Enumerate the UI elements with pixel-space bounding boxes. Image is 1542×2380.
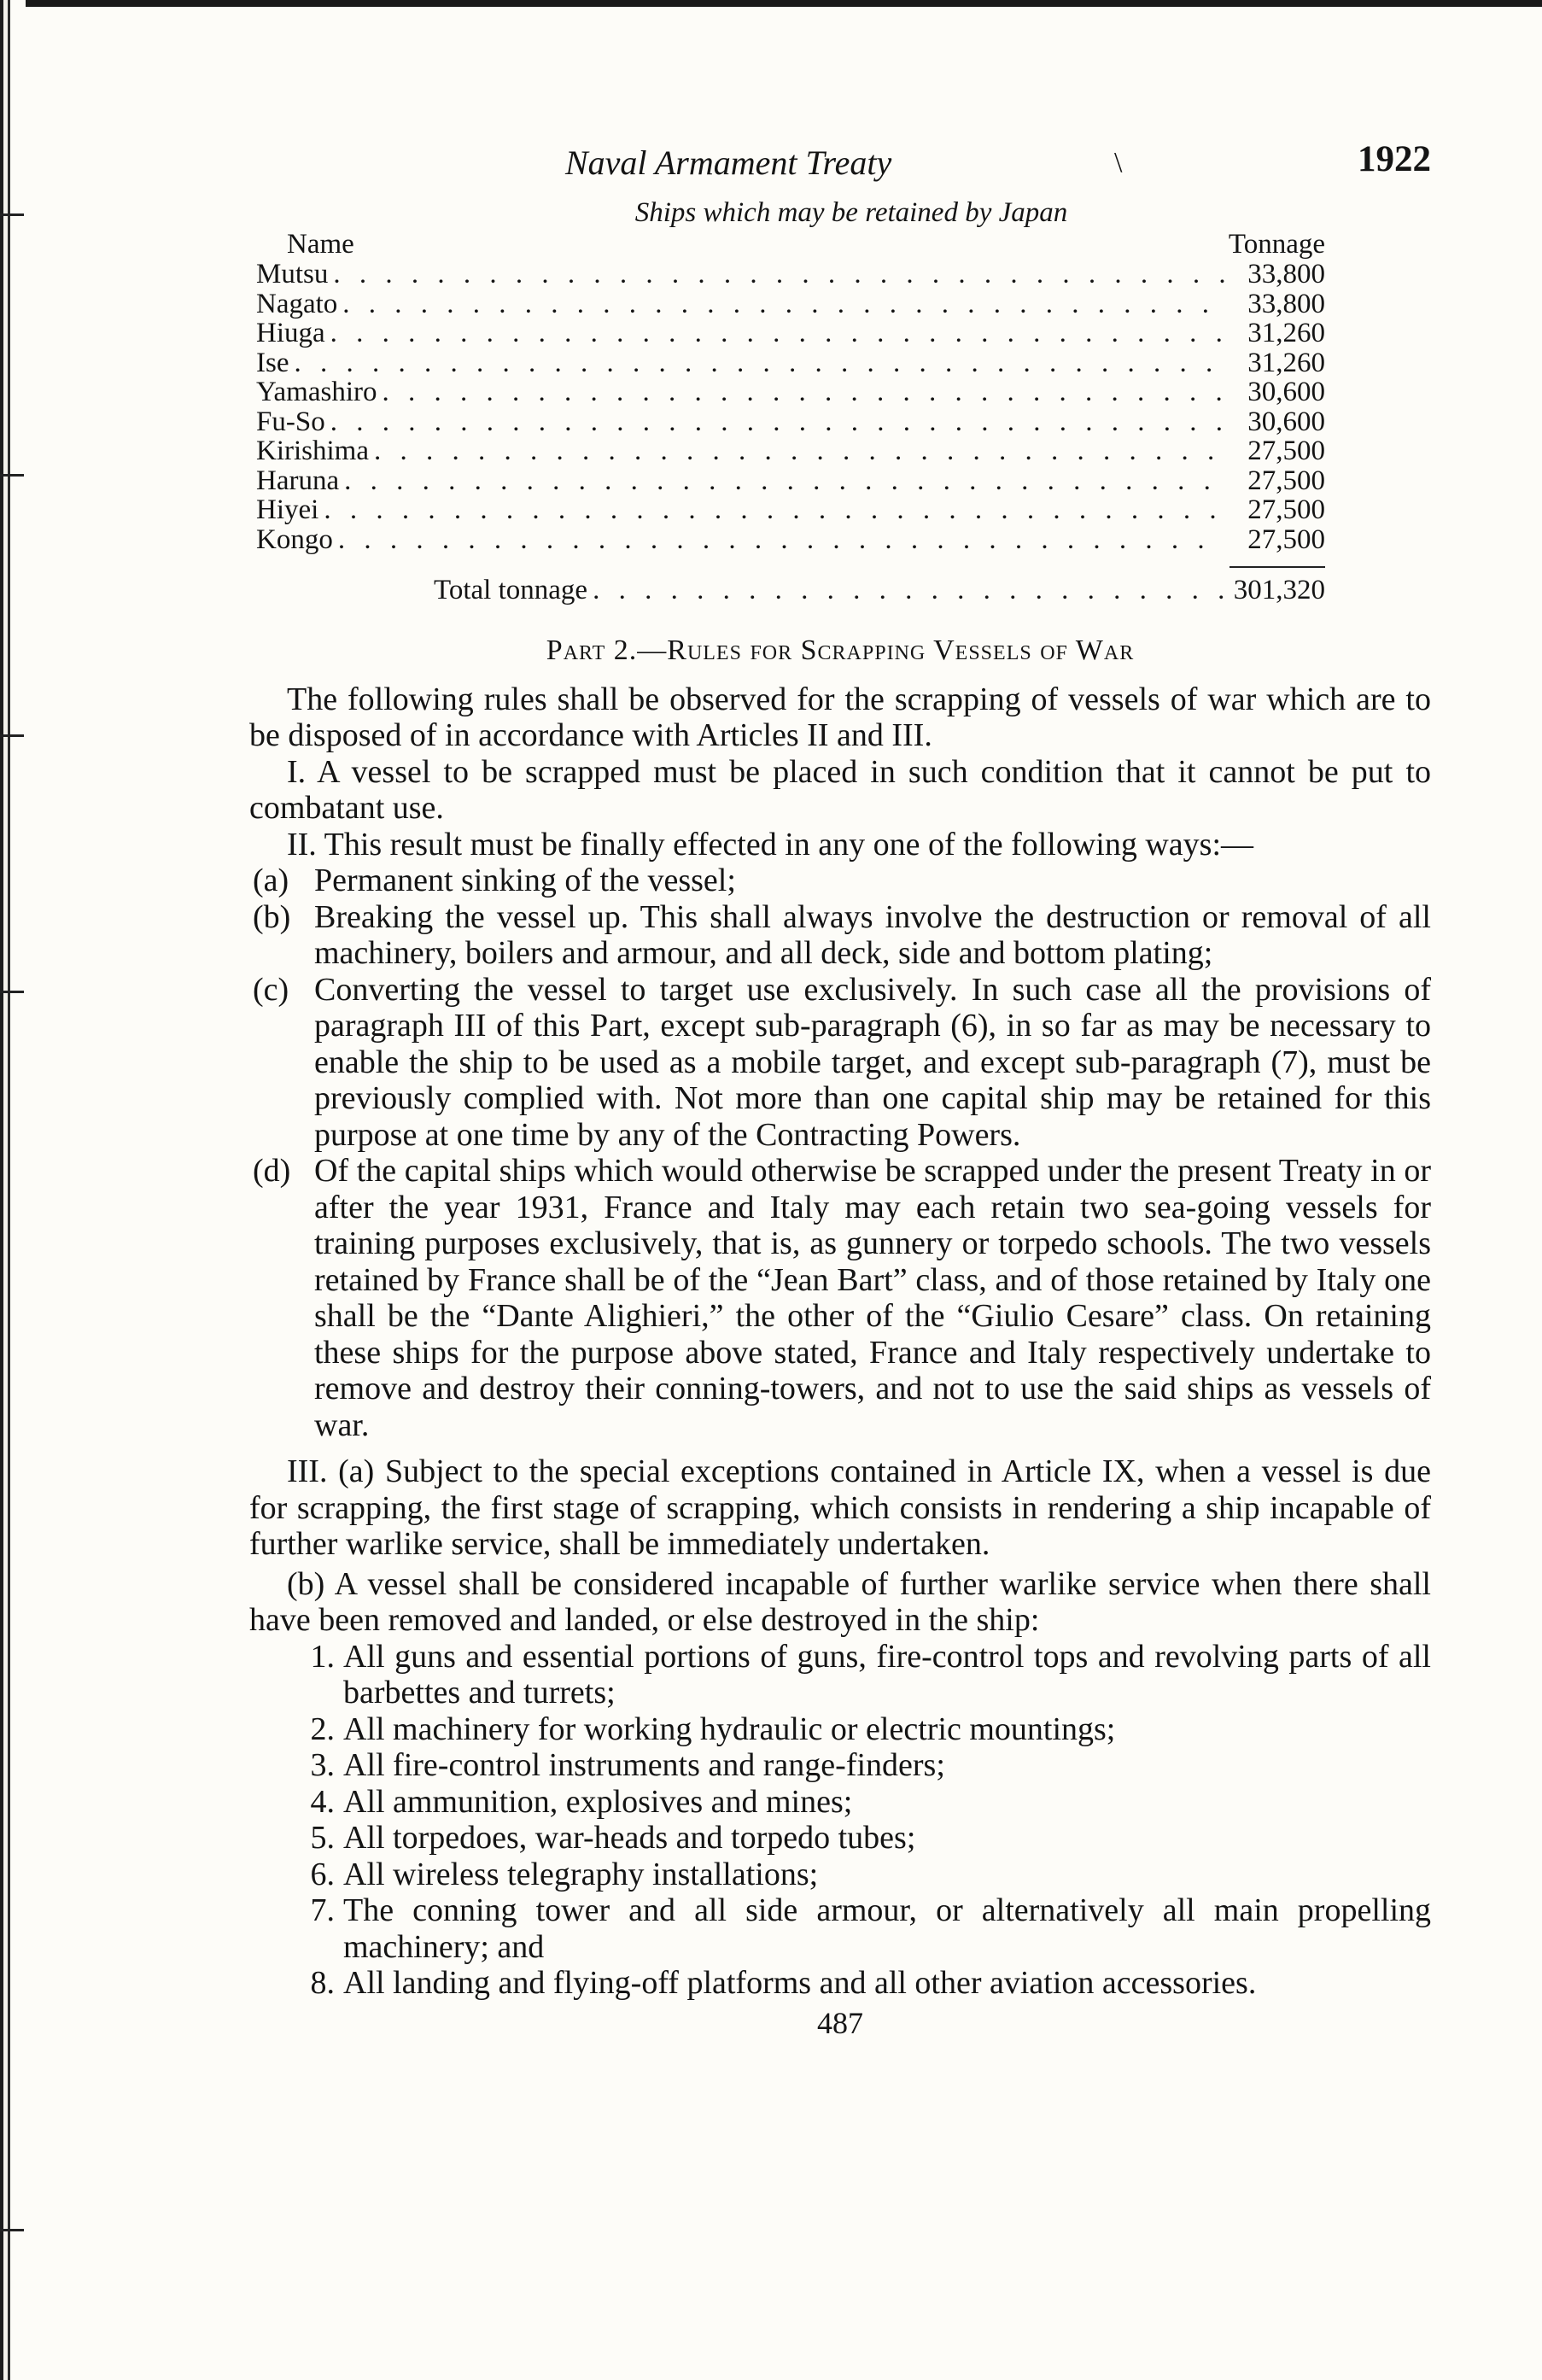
scan-mark — [0, 2229, 24, 2231]
name-column-header: Name — [287, 229, 354, 260]
item-text: All landing and flying-off platforms and all other aviation accessories. — [343, 1965, 1257, 2001]
table-row — [256, 407, 1325, 437]
ship-tonnage: 31,260 — [1247, 318, 1325, 348]
ship-name: Kirishima — [256, 436, 369, 466]
item-number: 6. — [310, 1856, 335, 1892]
table-row — [256, 289, 1325, 319]
item-text: All wireless telegraphy installations; — [343, 1856, 819, 1892]
item-text: Of the capital ships which would otherwise be scrapped under the present Treaty in or after the year 1931, France and Italy may each retain two sea-going vessels for training purposes exclusively, that is, as gunnery or torpedo schools. The two vessels retained by France shall be of the “Jean Bart” class, and of those retained by Italy one shall be the “Dante Alighieri,” the other of the “Giulio Cesare” class. On retaining these ships for the purpose above stated, France and Italy respectively undertake to remove and destroy their conning-towers, and not to use the said ships as vessels of war. — [314, 1153, 1431, 1443]
item-number: 3. — [310, 1747, 335, 1783]
item-text: Permanent sinking of the vessel; — [314, 863, 736, 898]
ships-table — [249, 196, 1431, 607]
rule-III-a: III. (a) Subject to the special exceptions contained in Article IX, when a vessel is due for scrapping, the first stage of scrapping, which consists in rendering a ship incapable of further warlike service, shall be immediately undertaken. — [249, 1453, 1431, 1562]
table-row — [256, 466, 1325, 496]
item-text: Converting the vessel to target use exclusively. In such case all the provisions of paragraph III of this Part, except sub-paragraph (6), in so far as may be necessary to enable the ship to be used as a mobile target, and except sub-paragraph (7), must be previously complied with. Not more than one capital ship may be retained for this purpose at one time by any of the Contracting Powers. — [314, 971, 1431, 1153]
tonnage-column-header: Tonnage — [1228, 229, 1325, 260]
leader-dots — [383, 377, 1225, 407]
spacer — [249, 1443, 1431, 1453]
list-item — [249, 1965, 1431, 2002]
ways-list — [249, 863, 1431, 1443]
ship-tonnage: 30,600 — [1247, 377, 1325, 407]
table-row — [256, 495, 1325, 525]
table-row — [256, 377, 1325, 407]
scan-mark — [0, 734, 24, 737]
ship-tonnage: 31,260 — [1247, 347, 1325, 378]
leader-dots — [294, 348, 1224, 378]
running-head-mark: \ — [1114, 147, 1123, 178]
ship-tonnage: 27,500 — [1247, 465, 1325, 496]
ship-name: Haruna — [256, 465, 340, 496]
rule-III-b: (b) A vessel shall be considered incapable of further warlike service when there shall have been removed and landed, or else destroyed in the ship: — [249, 1565, 1431, 1638]
ship-name: Hiuga — [256, 318, 325, 348]
table-row — [256, 436, 1325, 466]
ship-tonnage: 27,500 — [1247, 523, 1325, 555]
item-label: (d) — [253, 1153, 291, 1189]
total-row — [249, 573, 1325, 607]
item-text: Breaking the vessel up. This shall always involve the destruction or removal of all machinery, boilers and armour, and all deck, side and bottom plating; — [314, 898, 1431, 971]
leader-dots — [593, 573, 1224, 607]
item-text: All guns and essential portions of guns, fire-control tops and revolving parts of all barbettes and turrets; — [343, 1638, 1431, 1710]
list-item — [249, 1711, 1431, 1748]
leader-dots — [342, 289, 1224, 319]
leader-dots — [330, 407, 1224, 437]
scan-mark — [0, 474, 24, 477]
total-value: 301,320 — [1233, 575, 1325, 605]
table-row — [256, 525, 1325, 555]
intro-paragraph: The following rules shall be observed for the scrapping of vessels of war which are to be disposed of in accordance with Articles II and III. — [249, 681, 1431, 753]
running-head-year: 1922 — [1358, 139, 1431, 179]
ship-tonnage: 27,500 — [1247, 436, 1325, 466]
ship-name: Nagato — [256, 288, 338, 319]
running-head-title: Naval Armament Treaty — [565, 143, 892, 182]
scan-mark — [0, 213, 24, 216]
item-text: All fire-control instruments and range-finders; — [343, 1747, 945, 1783]
ship-tonnage: 27,500 — [1247, 494, 1325, 525]
list-item — [249, 1820, 1431, 1857]
ship-tonnage: 30,600 — [1247, 406, 1325, 437]
ships-table-header — [249, 229, 1325, 260]
leader-dots — [344, 466, 1224, 496]
item-label: (b) — [253, 898, 291, 935]
items-list — [249, 1639, 1431, 2002]
ship-name: Hiyei — [256, 494, 319, 525]
list-item — [249, 899, 1431, 972]
scan-mark — [0, 991, 24, 993]
leader-dots — [333, 260, 1224, 289]
ship-tonnage: 33,800 — [1247, 259, 1325, 289]
item-number: 1. — [310, 1638, 335, 1675]
table-row — [256, 260, 1325, 289]
table-row — [256, 319, 1325, 348]
ships-table-caption: Ships which may be retained by Japan — [634, 197, 1068, 228]
list-item — [249, 972, 1431, 1154]
item-number: 5. — [310, 1820, 335, 1856]
ship-name: Yamashiro — [256, 377, 377, 407]
item-number: 8. — [310, 1965, 335, 2001]
ship-name: Kongo — [256, 523, 333, 555]
rule-II: II. This result must be finally effected in any one of the following ways:— — [287, 826, 1254, 863]
list-item — [249, 1747, 1431, 1784]
part-heading: Part 2.—Rules for Scrapping Vessels of War — [546, 634, 1135, 666]
total-label: Total tonnage — [434, 575, 588, 605]
item-text: All machinery for working hydraulic or electric mountings; — [343, 1710, 1116, 1747]
leader-dots — [330, 319, 1224, 348]
leader-dots — [324, 495, 1224, 525]
item-number: 2. — [310, 1710, 335, 1747]
list-item — [249, 1892, 1431, 1965]
total-rule — [1230, 566, 1325, 568]
ship-tonnage: 33,800 — [1247, 288, 1325, 319]
item-number: 7. — [310, 1892, 335, 1928]
list-item — [249, 1784, 1431, 1821]
scan-edge-left — [0, 0, 26, 2380]
page-number: 487 — [817, 2005, 863, 2040]
document-page — [249, 139, 1431, 2041]
scan-edge-top — [0, 0, 1542, 7]
ship-name: Fu-So — [256, 406, 325, 437]
item-number: 4. — [310, 1783, 335, 1820]
ship-name: Ise — [256, 347, 289, 378]
item-label: (c) — [253, 971, 289, 1008]
item-text: All torpedoes, war-heads and torpedo tubes; — [343, 1820, 916, 1856]
leader-dots — [374, 436, 1224, 466]
rule-I: I. A vessel to be scrapped must be placed in such condition that it cannot be put to combatant use. — [249, 753, 1431, 826]
item-text: The conning tower and all side armour, or alternatively all main propelling machinery; and — [343, 1892, 1431, 1965]
item-label: (a) — [253, 863, 289, 898]
leader-dots — [338, 525, 1224, 555]
ship-name: Mutsu — [256, 259, 329, 289]
running-head — [249, 139, 1431, 196]
list-item — [249, 1857, 1431, 1893]
list-item — [249, 1153, 1431, 1443]
item-text: All ammunition, explosives and mines; — [343, 1783, 853, 1820]
list-item — [249, 863, 1431, 899]
table-row — [256, 348, 1325, 378]
list-item — [249, 1639, 1431, 1711]
ships-table-rows — [249, 260, 1325, 554]
